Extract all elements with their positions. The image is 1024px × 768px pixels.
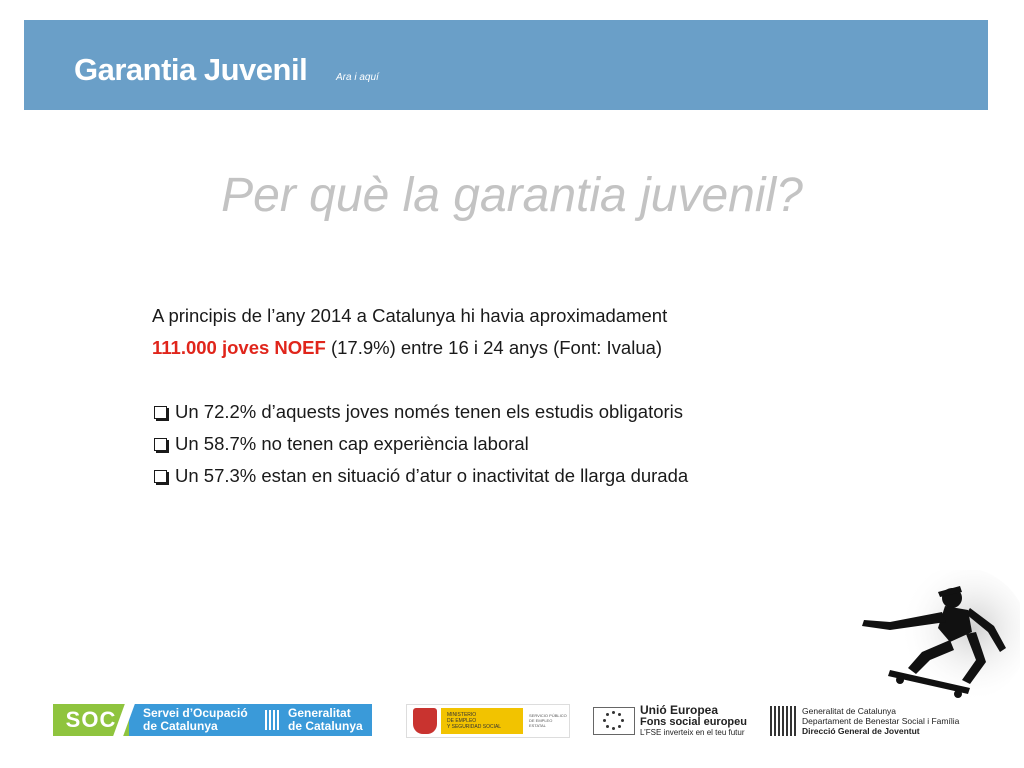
min-line-3: Y SEGURIDAD SOCIAL [447, 724, 502, 730]
checkbox-bullet-icon [154, 438, 167, 451]
soc-gen-line-2: de Catalunya [288, 719, 363, 733]
eu-line-2: Fons social europeu [640, 716, 747, 728]
min-line-1: MINISTERIO [447, 712, 477, 718]
soc-logo [53, 704, 372, 736]
bullet-item [152, 428, 832, 460]
spain-shield-icon [413, 708, 437, 734]
generalitat-bars-icon [770, 706, 796, 736]
header-title: Garantia Juvenil [74, 52, 308, 87]
genc-line-1: Generalitat de Catalunya [802, 706, 897, 716]
header-banner [24, 20, 988, 110]
sepe-line-1: SERVICIO PÚBLICO [529, 713, 567, 718]
ministerio-name [447, 712, 501, 730]
soc-line-2: de Catalunya [143, 719, 218, 733]
bullet-text: Un 57.3% estan en situació d’atur o inactivitat de llarga durada [175, 465, 689, 486]
generalitat-bars-icon [265, 710, 281, 730]
slide-body [152, 300, 832, 492]
soc-generalitat-name [288, 707, 363, 733]
soc-gen-line-1: Generalitat [288, 706, 351, 720]
generalitat-text [802, 706, 959, 736]
sepe-name [529, 713, 569, 728]
bullet-text: Un 58.7% no tenen cap experiència laboral [175, 433, 529, 454]
eu-line-3: L’FSE inverteix en el teu futur [640, 728, 745, 737]
intro-rest: (17.9%) entre 16 i 24 anys (Font: Ivalua) [325, 337, 663, 358]
sepe-line-2: DE EMPLEO ESTATAL [529, 718, 553, 728]
checkbox-bullet-icon [154, 470, 167, 483]
bullet-item [152, 460, 832, 492]
intro-highlight: 111.000 joves NOEF [152, 337, 326, 358]
intro-line-1: A principis de l’any 2014 a Catalunya hi havia aproximadament [152, 305, 668, 326]
bullet-item [152, 396, 832, 428]
intro-line-2 [152, 332, 832, 364]
slide-title: Per què la garantia juvenil? [221, 169, 803, 222]
soc-line-1: Servei d’Ocupació [143, 706, 248, 720]
header-subtitle: Ara i aquí [336, 72, 379, 83]
eu-logo [593, 704, 756, 736]
bullet-text: Un 72.2% d’aquests joves només tenen els estudis obligatoris [175, 401, 684, 422]
genc-line-3: Direcció General de Joventut [802, 726, 920, 736]
eu-text [640, 704, 747, 737]
min-line-2: DE EMPLEO [447, 718, 477, 724]
skateboarder-illustration [850, 570, 1020, 710]
soc-name [143, 707, 248, 733]
checkbox-bullet-icon [154, 406, 167, 419]
soc-abbr: SOC [53, 704, 129, 736]
genc-line-2: Departament de Benestar Social i Família [802, 716, 960, 726]
generalitat-logo [770, 704, 980, 736]
ministerio-logo [406, 704, 570, 738]
eu-flag-icon [593, 707, 635, 735]
eu-line-1: Unió Europea [640, 703, 719, 717]
spacer [152, 364, 832, 396]
